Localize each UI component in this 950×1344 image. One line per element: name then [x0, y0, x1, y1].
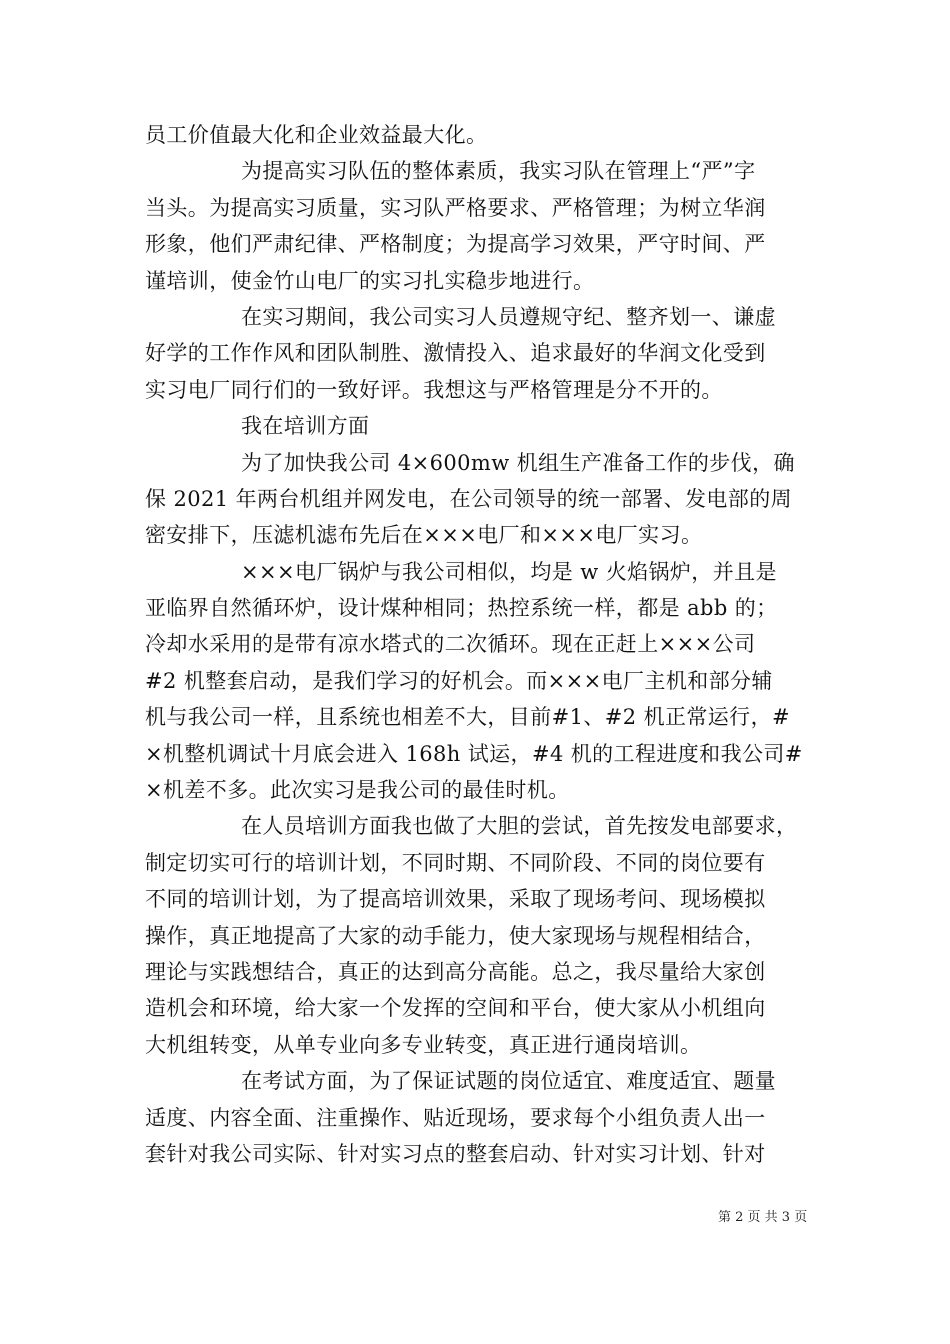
text-line: 机与我公司一样，且系统也相差不大，目前#1、#2 机正常运行，# [145, 705, 790, 730]
text-line: 适度、内容全面、注重操作、贴近现场，要求每个小组负责人出一 [145, 1105, 766, 1130]
text-line: 不同的培训计划，为了提高培训效果，采取了现场考问、现场模拟 [145, 887, 766, 912]
text-line: ×机差不多。此次实习是我公司的最佳时机。 [145, 778, 570, 803]
page-footer: 第 2 页 共 3 页 [718, 1210, 808, 1225]
text-line: 保 2021 年两台机组并网发电，在公司领导的统一部署、发电部的周 [145, 486, 792, 511]
text-line: 在人员培训方面我也做了大胆的尝试，首先按发电部要求， [241, 814, 798, 839]
text-line: 员工价值最大化和企业效益最大化。 [145, 123, 488, 147]
text-line: 大机组转变，从单专业向多专业转变，真正进行通岗培训。 [145, 1032, 702, 1057]
text-line: 当头。为提高实习质量，实习队严格要求、严格管理；为树立华润 [145, 195, 766, 220]
text-line: 冷却水采用的是带有凉水塔式的二次循环。现在正赶上×××公司 [145, 632, 756, 657]
text-line: 制定切实可行的培训计划，不同时期、不同阶段、不同的岗位要有 [145, 850, 766, 875]
text-line: 在考试方面，为了保证试题的岗位适宜、难度适宜、题量 [241, 1069, 776, 1094]
document-body [145, 117, 815, 1172]
text-line: 亚临界自然循环炉，设计煤种相同；热控系统一样，都是 abb 的； [145, 596, 778, 621]
text-line: 实习电厂同行们的一致好评。我想这与严格管理是分不开的。 [145, 377, 723, 402]
text-line: 谨培训，使金竹山电厂的实习扎实稳步地进行。 [145, 268, 595, 293]
text-line: #2 机整套启动，是我们学习的好机会。而×××电厂主机和部分辅 [145, 668, 773, 693]
text-line: 理论与实践想结合，真正的达到高分高能。总之，我尽量给大家创 [145, 959, 766, 984]
text-line: ×机整机调试十月底会进入 168h 试运，#4 机的工程进度和我公司# [145, 741, 803, 766]
text-line: ×××电厂锅炉与我公司相似，均是 w 火焰锅炉，并且是 [241, 559, 777, 584]
text-line: 在实习期间，我公司实习人员遵规守纪、整齐划一、谦虚 [241, 304, 776, 329]
text-line: 套针对我公司实际、针对实习点的整套启动、针对实习计划、针对 [145, 1141, 766, 1166]
text-line: 为提高实习队伍的整体素质，我实习队在管理上“严”字 [241, 159, 756, 184]
text-line: 造机会和环境，给大家一个发挥的空间和平台，使大家从小机组向 [145, 996, 766, 1021]
text-line: 为了加快我公司 4×600mw 机组生产准备工作的步伐，确 [241, 450, 795, 475]
text-line: 好学的工作作风和团队制胜、激情投入、追求最好的华润文化受到 [145, 341, 766, 366]
text-line: 形象，他们严肃纪律、严格制度；为提高学习效果，严守时间、严 [145, 232, 766, 257]
text-line: 操作，真正地提高了大家的动手能力，使大家现场与规程相结合， [145, 923, 766, 948]
text-line: 我在培训方面 [241, 414, 370, 439]
text-line: 密安排下，压滤机滤布先后在×××电厂和×××电厂实习。 [145, 523, 703, 548]
